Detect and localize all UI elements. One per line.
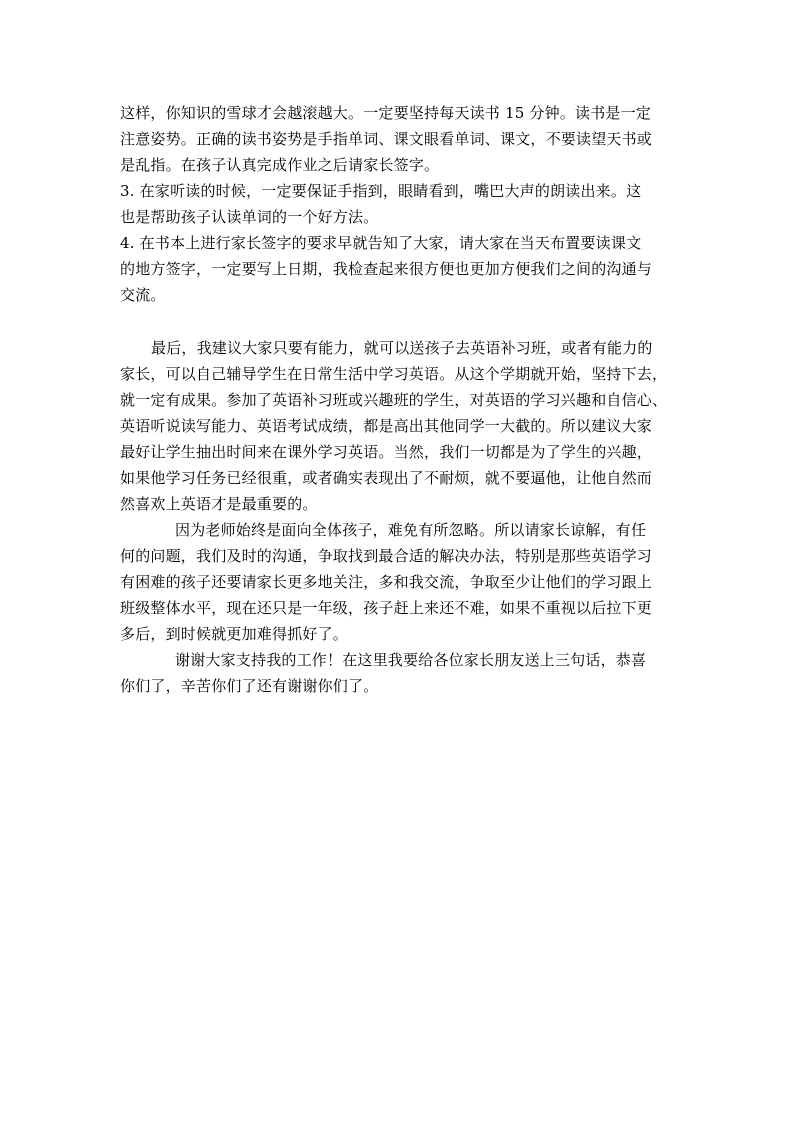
text-line: 家长，可以自己辅导学生在日常生活中学习英语。从这个学期就开始，坚持下去， [120, 365, 668, 383]
paragraph-teacher-note [120, 517, 680, 647]
text-line: 3. 在家听读的时候，一定要保证手指到，眼睛看到，嘴巴大声的朗读出来。这 [120, 182, 642, 200]
text-line: 何的问题，我们及时的沟通，争取找到最合适的解决办法，特别是那些英语学习 [120, 547, 653, 565]
text-line: 有困难的孩子还要请家长更多地关注，多和我交流，争取至少让他们的学习跟上 [120, 573, 653, 591]
paragraph-recommendation [120, 335, 680, 517]
text-line: 然喜欢上英语才是最重要的。 [120, 495, 318, 513]
text-line: 多后，到时候就更加难得抓好了。 [120, 625, 349, 643]
text-line: 就一定有成果。参加了英语补习班或兴趣班的学生，对英语的学习兴趣和自信心、 [120, 391, 668, 409]
text-line: 注意姿势。正确的读书姿势是手指单词、课文眼看单词、课文，不要读望天书或 [120, 130, 653, 148]
text-line: 这样，你知识的雪球才会越滚越大。一定要坚持每天读书 15 分钟。读书是一定 [120, 104, 652, 122]
text-line: 班级整体水平，现在还只是一年级，孩子赶上来还不难，如果不重视以后拉下更 [120, 599, 653, 617]
text-line: 也是帮助孩子认读单词的一个好方法。 [120, 208, 379, 226]
paragraph-reading-habits [120, 100, 680, 178]
list-item-4 [120, 230, 680, 308]
paragraph-spacer [120, 308, 680, 335]
text-line: 英语听说读写能力、英语考试成绩，都是高出其他同学一大截的。所以建议大家 [120, 417, 653, 435]
text-line: 交流。 [120, 286, 166, 304]
text-line: 的地方签字，一定要写上日期，我检查起来很方便也更加方便我们之间的沟通与 [120, 260, 653, 278]
text-line: 最好让学生抽出时间来在课外学习英语。当然，我们一切都是为了学生的兴趣， [120, 443, 653, 461]
text-line: 你们了，辛苦你们了还有谢谢你们了。 [120, 677, 379, 695]
paragraph-thanks [120, 647, 680, 699]
text-line: 因为老师始终是面向全体孩子，难免有所忽略。所以请家长谅解，有任 [175, 521, 647, 539]
list-item-3 [120, 178, 680, 230]
text-line: 谢谢大家支持我的工作！在这里我要给各位家长朋友送上三句话，恭喜 [175, 651, 647, 669]
text-line: 4. 在书本上进行家长签字的要求早就告知了大家，请大家在当天布置要读课文 [120, 234, 642, 252]
text-line: 最后，我建议大家只要有能力，就可以送孩子去英语补习班，或者有能力的 [151, 339, 653, 357]
document-body [120, 100, 680, 699]
text-line: 如果他学习任务已经很重，或者确实表现出了不耐烦，就不要逼他，让他自然而 [120, 469, 653, 487]
text-line: 是乱指。在孩子认真完成作业之后请家长签字。 [120, 156, 440, 174]
